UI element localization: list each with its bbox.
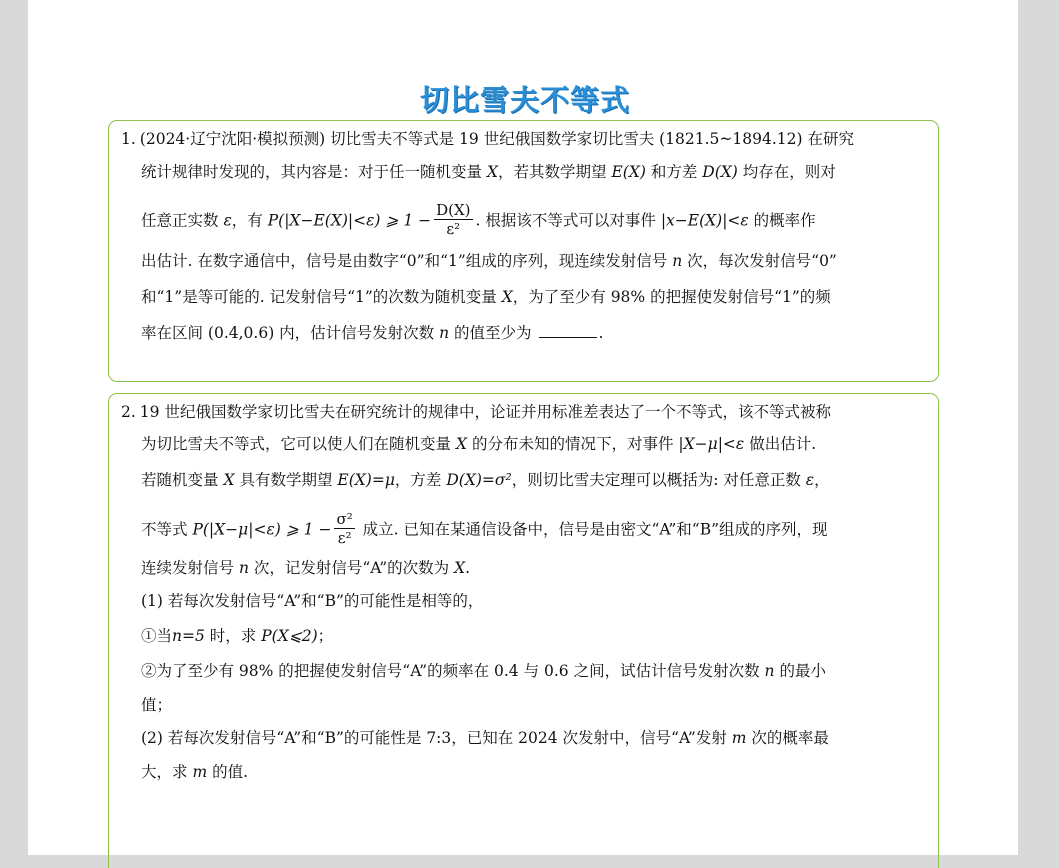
q2-line-10: (2) 若每次发射信号“A”和“B”的可能性是 7:3，已知在 2024 次发射中，信号“A”发射 m 次的概率最 — [141, 729, 829, 747]
page-title: 切比雪夫不等式 — [419, 83, 630, 117]
q1-line-3: 任意正实数 ε，有 P(|X−E(X)|<ε) ⩾ 1 − $\frac{D(X)}{\text{ε²}}$ . 根据该不等式可以对事件 |x−E(X)|<ε 的概率作 — [141, 201, 816, 238]
q2-line-5: 连续发射信号 n 次，记发射信号“A”的次数为 X. — [141, 559, 471, 577]
q2-fraction: $\frac{\text{σ²}}{\text{ε²}}$ — [336, 510, 353, 547]
q2-line-4: 不等式 P(|X−μ|<ε) ⩾ 1 − $\frac{\text{σ²}}{\text{ε²}}$ 成立. 已知在某通信设备中，信号是由密文“A”和“B”组成的序列，现 — [141, 510, 828, 547]
q1-fraction: $\frac{D(X)}{\text{ε²}}$ — [436, 201, 471, 238]
q1-line-6: 率在区间 (0.4,0.6) 内，估计信号发射次数 n 的值至少为 . — [141, 324, 604, 342]
q1-number: 1. — [121, 130, 136, 148]
answer-blank[interactable] — [539, 323, 597, 338]
q2-line-1: 2. 19 世纪俄国数学家切比雪夫在研究统计的规律中，论证并用标准差表达了一个不等式，该不等式被称 — [121, 403, 831, 421]
q1-line-5: 和“1”是等可能的. 记发射信号“1”的次数为随机变量 X，为了至少有 98% 的把握使发射信号“1”的频 — [141, 288, 831, 306]
q2-number: 2. — [121, 403, 136, 421]
q2-line-8: ②为了至少有 98% 的把握使发射信号“A”的频率在 0.4 与 0.6 之间，试估计信号发射次数 n 的最小 — [141, 662, 826, 680]
q2-line-2: 为切比雪夫不等式，它可以使人们在随机变量 X 的分布未知的情况下，对事件 |X−μ|<ε 做出估计. — [141, 435, 817, 453]
q2-line-9: 值； — [141, 696, 173, 714]
question-1-box — [108, 120, 939, 382]
q2-line-6: (1) 若每次发射信号“A”和“B”的可能性是相等的， — [141, 592, 484, 610]
q1-line-2: 统计规律时发现的，其内容是：对于任一随机变量 X，若其数学期望 E(X) 和方差 D(X) 均存在，则对 — [141, 163, 836, 181]
q1-line-4: 出估计. 在数字通信中，信号是由数字“0”和“1”组成的序列，现连续发射信号 n 次，每次发射信号“0” — [141, 252, 837, 270]
question-2-box — [108, 393, 939, 868]
q1-line-1: 1. (2024·辽宁沈阳·模拟预测) 切比雪夫不等式是 19 世纪俄国数学家切比雪夫 (1821.5~1894.12) 在研究 — [121, 130, 854, 148]
q2-line-3: 若随机变量 X 具有数学期望 E(X)=μ，方差 D(X)=σ²，则切比雪夫定理可以概括为: 对任意正数 ε， — [141, 471, 830, 489]
q2-line-11: 大，求 m 的值. — [141, 763, 249, 781]
q2-line-7: ①当n=5 时，求 P(X⩽2)； — [141, 627, 334, 645]
